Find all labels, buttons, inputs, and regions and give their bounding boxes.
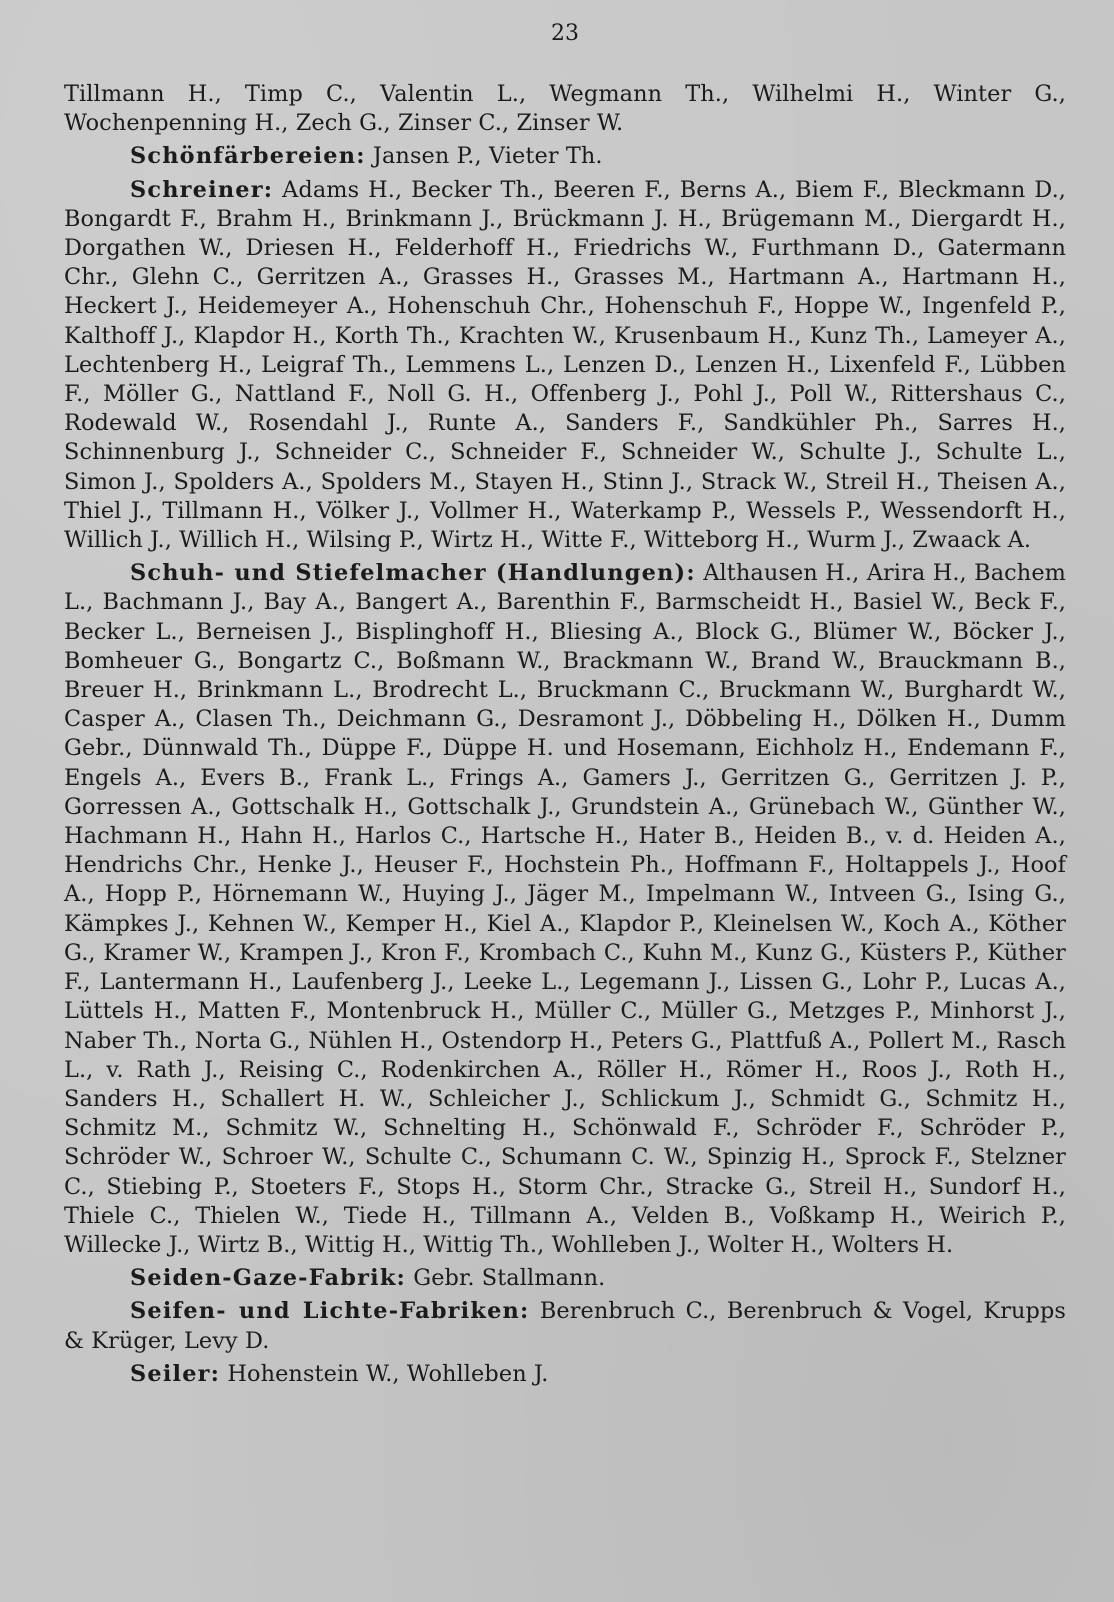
entry-schoenfaerbereien: [64, 142, 1066, 171]
entry-seifen-und-lichte-fabriken: [64, 1297, 1066, 1355]
entry-heading: Schreiner:: [130, 176, 274, 203]
entry-heading: Seifen- und Lichte-Fabriken:: [130, 1298, 530, 1325]
entry-names: Gebr. Stallmann.: [413, 1265, 606, 1292]
entry-seiler: [64, 1360, 1066, 1389]
entry-schuh-und-stiefelmacher: [64, 559, 1066, 1260]
entry-names: Jansen P., Vieter Th.: [372, 143, 603, 170]
entry-names: Berenbruch C., Berenbruch & Vogel, Krupps & Krüger, Levy D.: [64, 1298, 1066, 1354]
page-number: 23: [551, 21, 579, 46]
entry-schreiner: [64, 176, 1066, 556]
entry-heading: Schuh- und Stiefelmacher (Handlungen):: [130, 560, 696, 587]
entry-continued-list: [64, 80, 1066, 138]
entry-heading: Schönfärbereien:: [130, 143, 366, 170]
entry-seiden-gaze-fabrik: [64, 1264, 1066, 1293]
entry-names: Althausen H., Arira H., Bachem L., Bachmann J., Bay A., Bangert A., Barenthin F., Barmscheidt H., Basiel W., Beck F., Becker L., Berneisen J., Bisplinghoff H., Bliesing A., Block G., Blümer W., Böcker J., Bomheuer G., Bongartz C., Boßmann W., Brackmann W., Brand W., Brauckmann B., Breuer H., Brinkmann L., Brodrecht L., Bruckmann C., Bruckmann W., Burghardt W., Casper A., Clasen Th., Deichmann G., Desramont J., Döbbeling H., Dölken H., Dumm Gebr., Dünnwald Th., Düppe F., Düppe H. und Hosemann, Eichholz H., Endemann F., Engels A., Evers B., Frank L., Frings A., Gamers J., Gerritzen G., Gerritzen J. P., Gorressen A., Gottschalk H., Gottschalk J., Grundstein A., Grünebach W., Günther W., Hachmann H., Hahn H., Harlos C., Hartsche H., Hater B., Heiden B., v. d. Heiden A., Hendrichs Chr., Henke J., Heuser F., Hochstein Ph., Hoffmann F., Holtappels J., Hoof A., Hopp P., Hörnemann W., Huying J., Jäger M., Impelmann W., Intveen G., Ising G., Kämpkes J., Kehnen W., Kemper H., Kiel A., Klapdor P., Kleinelsen W., Koch A., Köther G., Kramer W., Krampen J., Kron F., Krombach C., Kuhn M., Kunz G., Küsters P., Küther F., Lantermann H., Laufenberg J., Leeke L., Legemann J., Lissen G., Lohr P., Lucas A., Lüttels H., Matten F., Montenbruck H., Müller C., Müller G., Metzges P., Minhorst J., Naber Th., Norta G., Nühlen H., Ostendorp H., Peters G., Plattfuß A., Pollert M., Rasch L., v. Rath J., Reising C., Rodenkirchen A., Röller H., Römer H., Roos J., Roth H., Sanders H., Schallert H. W., Schleicher J., Schlickum J., Schmidt G., Schmitz H., Schmitz M., Schmitz W., Schnelting H., Schönwald F., Schröder F., Schröder P., Schröder W., Schroer W., Schulte C., Schumann C. W., Spinzig H., Sprock F., Stelzner C., Stiebing P., Stoeters F., Stops H., Storm Chr., Stracke G., Streil H., Sundorf H., Thiele C., Thielen W., Tiede H., Tillmann A., Velden B., Voßkamp H., Weirich P., Willecke J., Wirtz B., Wittig H., Wittig Th., Wohlleben J., Wolter H., Wolters H.: [64, 560, 1067, 1258]
entry-heading: Seiler:: [130, 1360, 221, 1387]
entry-names: Adams H., Becker Th., Beeren F., Berns A., Biem F., Bleckmann D., Bongardt F., Brahm H., Brinkmann J., Brückmann J. H., Brügemann M., Diergardt H., Dorgathen W., Driesen H., Felderhoff H., Friedrichs W., Furthmann D., Gatermann Chr., Glehn C., Gerritzen A., Grasses H., Grasses M., Hartmann A., Hartmann H., Heckert J., Heidemeyer A., Hohenschuh Chr., Hohenschuh F., Hoppe W., Ingenfeld P., Kalthoff J., Klapdor H., Korth Th., Krachten W., Krusenbaum H., Kunz Th., Lameyer A., Lechtenberg H., Leigraf Th., Lemmens L., Lenzen D., Lenzen H., Lixenfeld F., Lübben F., Möller G., Nattland F., Noll G. H., Offenberg J., Pohl J., Poll W., Rittershaus C., Rodewald W., Rosendahl J., Runte A., Sanders F., Sandkühler Ph., Sarres H., Schinnenburg J., Schneider C., Schneider F., Schneider W., Schulte J., Schulte L., Simon J., Spolders A., Spolders M., Stayen H., Stinn J., Strack W., Streil H., Theisen A., Thiel J., Tillmann H., Völker J., Vollmer H., Waterkamp P., Wessels P., Wessendorft H., Willich J., Willich H., Wilsing P., Wirtz H., Witte F., Witteborg H., Wurm J., Zwaack A.: [64, 176, 1066, 554]
entry-names: Tillmann H., Timp C., Valentin L., Wegmann Th., Wilhelmi H., Winter G., Wochenpenning H., Zech G., Zinser C., Zinser W.: [64, 81, 1066, 137]
entry-names: Hohenstein W., Wohlleben J.: [227, 1360, 549, 1387]
entry-heading: Seiden-Gaze-Fabrik:: [130, 1265, 406, 1292]
